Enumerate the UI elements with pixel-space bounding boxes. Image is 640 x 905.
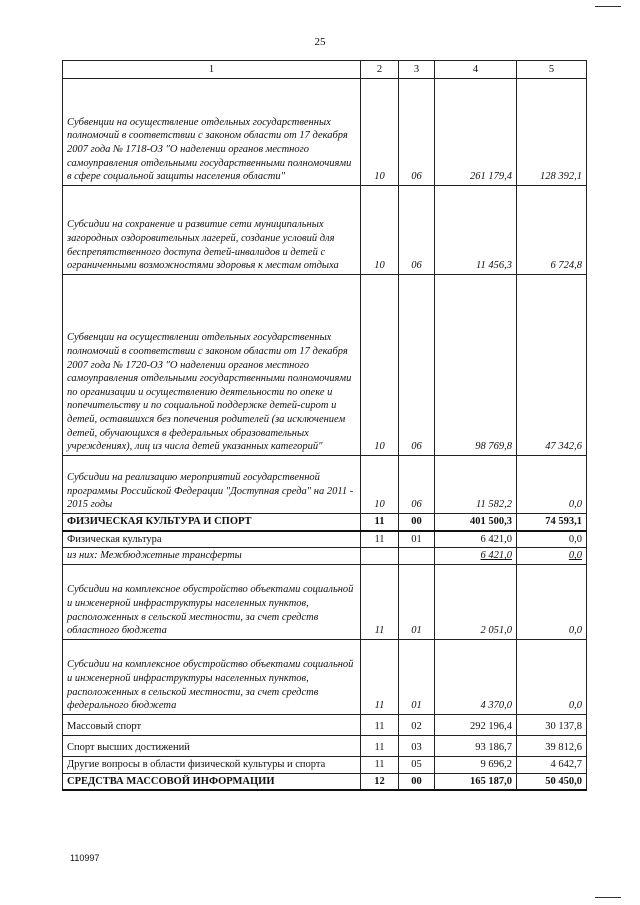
row-section-code: 11 xyxy=(361,514,399,531)
row-description: Субвенции на осуществление отдельных государственных полномочий в соответствии с законом области от 17 декабря 2007 года № 1718-ОЗ "О наделении органов местного самоуправления отдельными государственными полномочиями в сфере социальной защиты населения области" xyxy=(63,79,361,186)
row-amount-federal: 6 724,8 xyxy=(517,186,587,275)
row-amount-federal: 4 642,7 xyxy=(517,756,587,773)
table-row xyxy=(63,275,587,456)
row-description: Субсидии на комплексное обустройство объектами социальной и инженерной инфраструктуры населенных пунктов, расположенных в сельской местности, за счет средств федерального бюджета xyxy=(63,639,361,714)
table-header-row xyxy=(63,61,587,79)
corner-mark-top xyxy=(595,6,621,7)
row-description: Массовый спорт xyxy=(63,714,361,735)
row-description: Субсидии на комплексное обустройство объектами социальной и инженерной инфраструктуры населенных пунктов, расположенных в сельской местности, за счет средств областного бюджета xyxy=(63,564,361,639)
table-row-section-total xyxy=(63,514,587,531)
row-section-code: 11 xyxy=(361,714,399,735)
table-row xyxy=(63,564,587,639)
table-row xyxy=(63,531,587,548)
row-description: ФИЗИЧЕСКАЯ КУЛЬТУРА И СПОРТ xyxy=(63,514,361,531)
row-section-code: 12 xyxy=(361,773,399,790)
row-amount-federal: 0,0 xyxy=(517,531,587,548)
row-amount-total: 261 179,4 xyxy=(435,79,517,186)
budget-table xyxy=(62,60,587,791)
row-amount-total: 165 187,0 xyxy=(435,773,517,790)
table-row xyxy=(63,735,587,756)
row-amount-total: 9 696,2 xyxy=(435,756,517,773)
row-amount-federal: 30 137,8 xyxy=(517,714,587,735)
row-section-code xyxy=(361,548,399,565)
row-amount-federal: 128 392,1 xyxy=(517,79,587,186)
row-amount-federal: 39 812,6 xyxy=(517,735,587,756)
table-row xyxy=(63,79,587,186)
header-cell-1: 1 xyxy=(63,61,361,79)
row-description: Физическая культура xyxy=(63,531,361,548)
row-section-code: 11 xyxy=(361,639,399,714)
row-section-code: 11 xyxy=(361,756,399,773)
row-amount-total: 93 186,7 xyxy=(435,735,517,756)
row-amount-federal: 50 450,0 xyxy=(517,773,587,790)
header-cell-3: 3 xyxy=(399,61,435,79)
table-row-section-total xyxy=(63,773,587,790)
row-amount-total: 2 051,0 xyxy=(435,564,517,639)
row-amount-federal: 74 593,1 xyxy=(517,514,587,531)
row-amount-total: 98 769,8 xyxy=(435,275,517,456)
corner-mark-bottom xyxy=(595,897,621,898)
row-subsection-code: 00 xyxy=(399,773,435,790)
row-description: Другие вопросы в области физической культуры и спорта xyxy=(63,756,361,773)
row-description: СРЕДСТВА МАССОВОЙ ИНФОРМАЦИИ xyxy=(63,773,361,790)
row-subsection-code: 01 xyxy=(399,531,435,548)
row-description: Субвенции на осуществлении отдельных государственных полномочий в соответствии с законом области от 17 декабря 2007 года № 1720-ОЗ "О наделении органов местного самоуправления отдельными государственными полномочиями по организации и осуществлению деятельности по опеке и попечительству и по социальной поддержке детей-сирот и детей, оставшихся без попечения родителей (за исключением детей, обучающихся в федеральных образовательных учреждениях), лиц из числа детей указанных категорий" xyxy=(63,275,361,456)
row-amount-total: 4 370,0 xyxy=(435,639,517,714)
row-amount-federal: 0,0 xyxy=(517,639,587,714)
row-subsection-code: 03 xyxy=(399,735,435,756)
row-subsection-code: 01 xyxy=(399,564,435,639)
row-subsection-code: 06 xyxy=(399,79,435,186)
row-section-code: 10 xyxy=(361,275,399,456)
row-amount-federal: 0,0 xyxy=(517,564,587,639)
row-subsection-code: 06 xyxy=(399,275,435,456)
row-section-code: 10 xyxy=(361,186,399,275)
row-subsection-code: 02 xyxy=(399,714,435,735)
row-subsection-code: 06 xyxy=(399,186,435,275)
row-amount-federal-value: 0,0 xyxy=(568,550,582,562)
row-subsection-code: 05 xyxy=(399,756,435,773)
row-amount-total xyxy=(435,548,517,565)
table-row xyxy=(63,756,587,773)
row-description: Субсидии на реализацию мероприятий государственной программы Российской Федерации "Доступная среда" на 2011 - 2015 годы xyxy=(63,456,361,514)
table-row xyxy=(63,456,587,514)
row-description: из них: Межбюджетные трансферты xyxy=(63,548,361,565)
table-row xyxy=(63,548,587,565)
row-section-code: 11 xyxy=(361,735,399,756)
row-amount-total: 401 500,3 xyxy=(435,514,517,531)
row-amount-total-value: 6 421,0 xyxy=(480,550,512,562)
document-code: 110997 xyxy=(70,853,100,863)
table-row xyxy=(63,714,587,735)
row-section-code: 11 xyxy=(361,531,399,548)
row-subsection-code: 06 xyxy=(399,456,435,514)
row-description: Спорт высших достижений xyxy=(63,735,361,756)
row-amount-total: 292 196,4 xyxy=(435,714,517,735)
table-row xyxy=(63,186,587,275)
page-number: 25 xyxy=(314,36,326,48)
row-amount-total: 11 582,2 xyxy=(435,456,517,514)
row-amount-federal xyxy=(517,548,587,565)
row-subsection-code: 00 xyxy=(399,514,435,531)
row-section-code: 10 xyxy=(361,79,399,186)
header-cell-2: 2 xyxy=(361,61,399,79)
header-cell-5: 5 xyxy=(517,61,587,79)
table-row xyxy=(63,639,587,714)
row-subsection-code xyxy=(399,548,435,565)
row-section-code: 10 xyxy=(361,456,399,514)
row-amount-total: 6 421,0 xyxy=(435,531,517,548)
row-description: Субсидии на сохранение и развитие сети муниципальных загородных оздоровительных лагерей, создание условий для беспрепятственного доступа детей-инвалидов и детей с ограниченными возможностями здоровья к местам отдыха xyxy=(63,186,361,275)
row-section-code: 11 xyxy=(361,564,399,639)
row-subsection-code: 01 xyxy=(399,639,435,714)
row-amount-total: 11 456,3 xyxy=(435,186,517,275)
header-cell-4: 4 xyxy=(435,61,517,79)
row-amount-federal: 0,0 xyxy=(517,456,587,514)
row-amount-federal: 47 342,6 xyxy=(517,275,587,456)
